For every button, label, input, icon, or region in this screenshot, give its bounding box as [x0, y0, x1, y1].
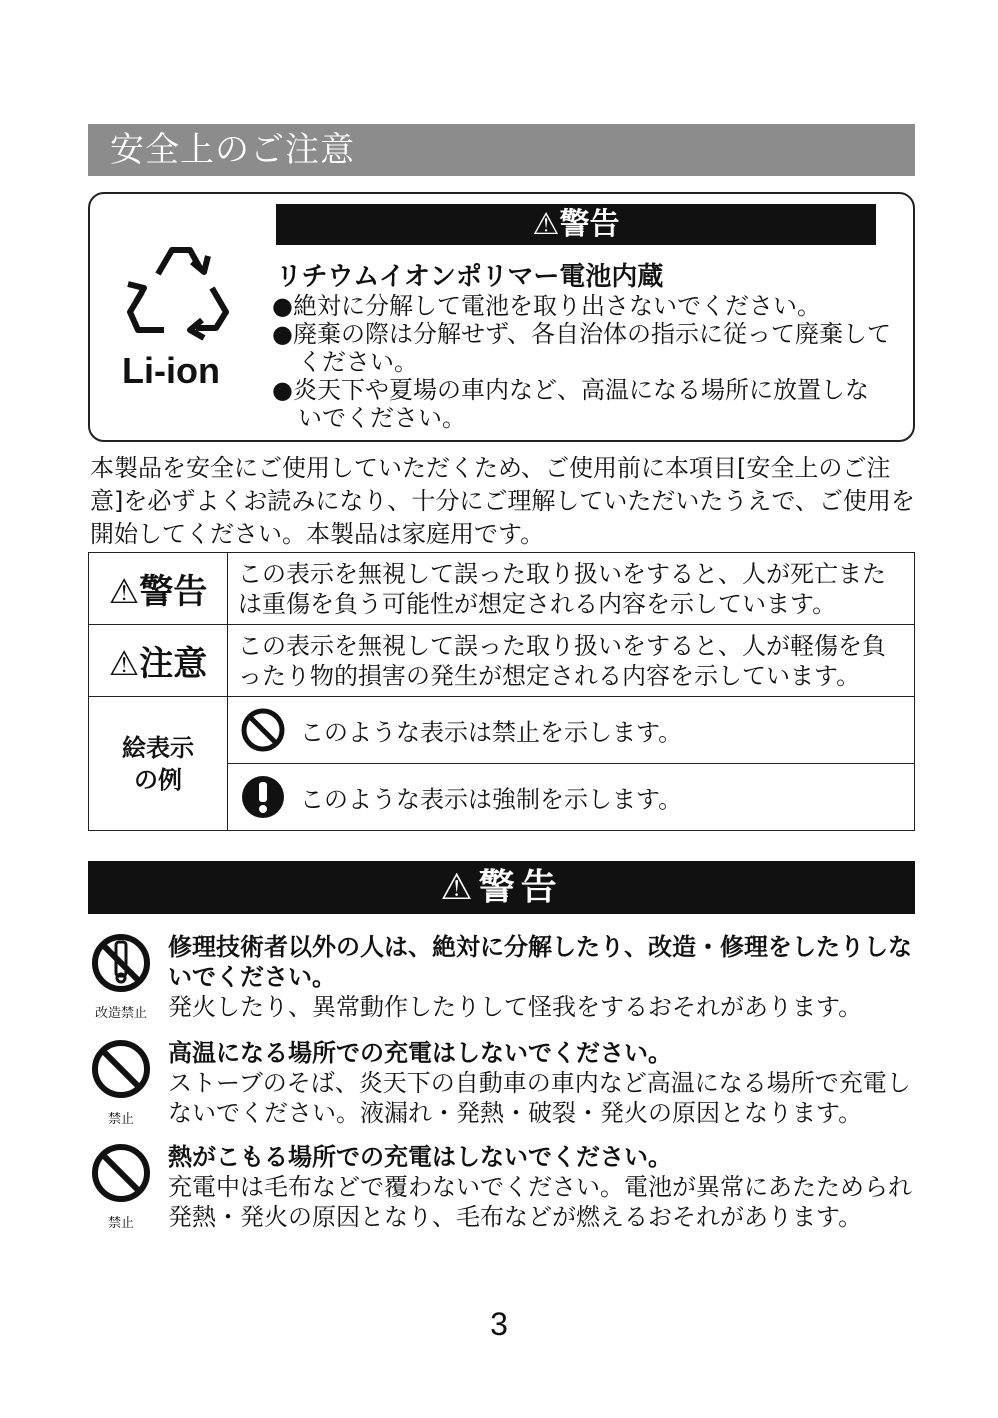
section-title: 安全上のご注意	[88, 124, 915, 176]
icon-caption: 禁止	[107, 1216, 134, 1231]
warning-item-icon	[88, 932, 154, 1021]
prohibition-icon	[240, 707, 286, 753]
icon-caption: 改造禁止	[94, 1006, 147, 1021]
example-label-line: の例	[134, 765, 182, 794]
warning-item	[88, 1038, 928, 1128]
warning-banner: ⚠警告	[88, 861, 915, 914]
warning-item-heading: 修理技術者以外の人は、絶対に分解したり、改造・修理をしたりしないでください。	[168, 933, 912, 991]
warning-item-body: 充電中は毛布などで覆わないでください。電池が異常にあたためられ発熱・発火の原因となり、毛布などが燃えるおそれがあります。	[168, 1173, 912, 1231]
icon-caption: 禁止	[107, 1112, 134, 1127]
liion-list	[272, 292, 892, 432]
prohibition-icon	[90, 1038, 152, 1100]
recycle-icon	[120, 240, 236, 350]
warning-item-body: 発火したり、異常動作したりして怪我をするおそれがあります。	[168, 993, 863, 1021]
warning-description: この表示を無視して誤った取り扱いをすると、人が死亡または重傷を負う可能性が想定される内容を示しています。	[228, 553, 915, 625]
liion-title: リチウムイオンポリマー電池内蔵	[276, 262, 664, 292]
liion-item: ●絶対に分解して電池を取り出さないでください。	[272, 292, 821, 320]
liion-warning-banner: ⚠警告	[276, 204, 876, 245]
mandatory-example	[228, 764, 915, 831]
warning-item	[88, 932, 928, 1022]
prohibit-description: このような表示は禁止を示します。	[300, 718, 683, 747]
mandatory-description: このような表示は強制を示します。	[300, 785, 683, 814]
liion-item: ●廃棄の際は分解せず、各自治体の指示に従って廃棄してください。	[272, 320, 892, 376]
example-label-line: 絵表示	[122, 733, 194, 762]
intro-text: 本製品を安全にご使用していただくため、ご使用前に本項目[安全上のご注意]を必ずよくお読みになり、十分にご理解していただいたうえで、ご使用を開始してください。本製品は家庭用です。	[90, 454, 915, 548]
mandatory-icon	[240, 774, 286, 820]
warning-item-heading: 高温になる場所での充電はしないでください。	[168, 1039, 672, 1067]
warning-item-body: ストーブのそば、炎天下の自動車の車内など高温になる場所で充電しないでください。液漏れ・発熱・破裂・発火の原因となります。	[168, 1069, 911, 1127]
page-number: 3	[490, 1306, 508, 1342]
warning-label: ⚠警告	[89, 553, 228, 625]
warning-item-heading: 熱がこもる場所での充電はしないでください。	[168, 1143, 672, 1171]
warning-item-icon	[88, 1038, 154, 1127]
prohibition-icon	[90, 1142, 152, 1204]
caution-label: ⚠注意	[89, 625, 228, 697]
prohibit-example	[228, 697, 915, 764]
legend-table	[88, 552, 915, 831]
liion-item: ●炎天下や夏場の車内など、高温になる場所に放置しないでください。	[272, 376, 869, 432]
liion-mark-label: Li-ion	[122, 350, 220, 391]
warning-item-icon	[88, 1142, 154, 1231]
no-disassembly-icon	[90, 932, 152, 994]
example-label	[89, 697, 228, 831]
warning-item	[88, 1142, 928, 1232]
caution-description: この表示を無視して誤った取り扱いをすると、人が軽傷を負ったり物的損害の発生が想定される内容を示しています。	[228, 625, 915, 697]
